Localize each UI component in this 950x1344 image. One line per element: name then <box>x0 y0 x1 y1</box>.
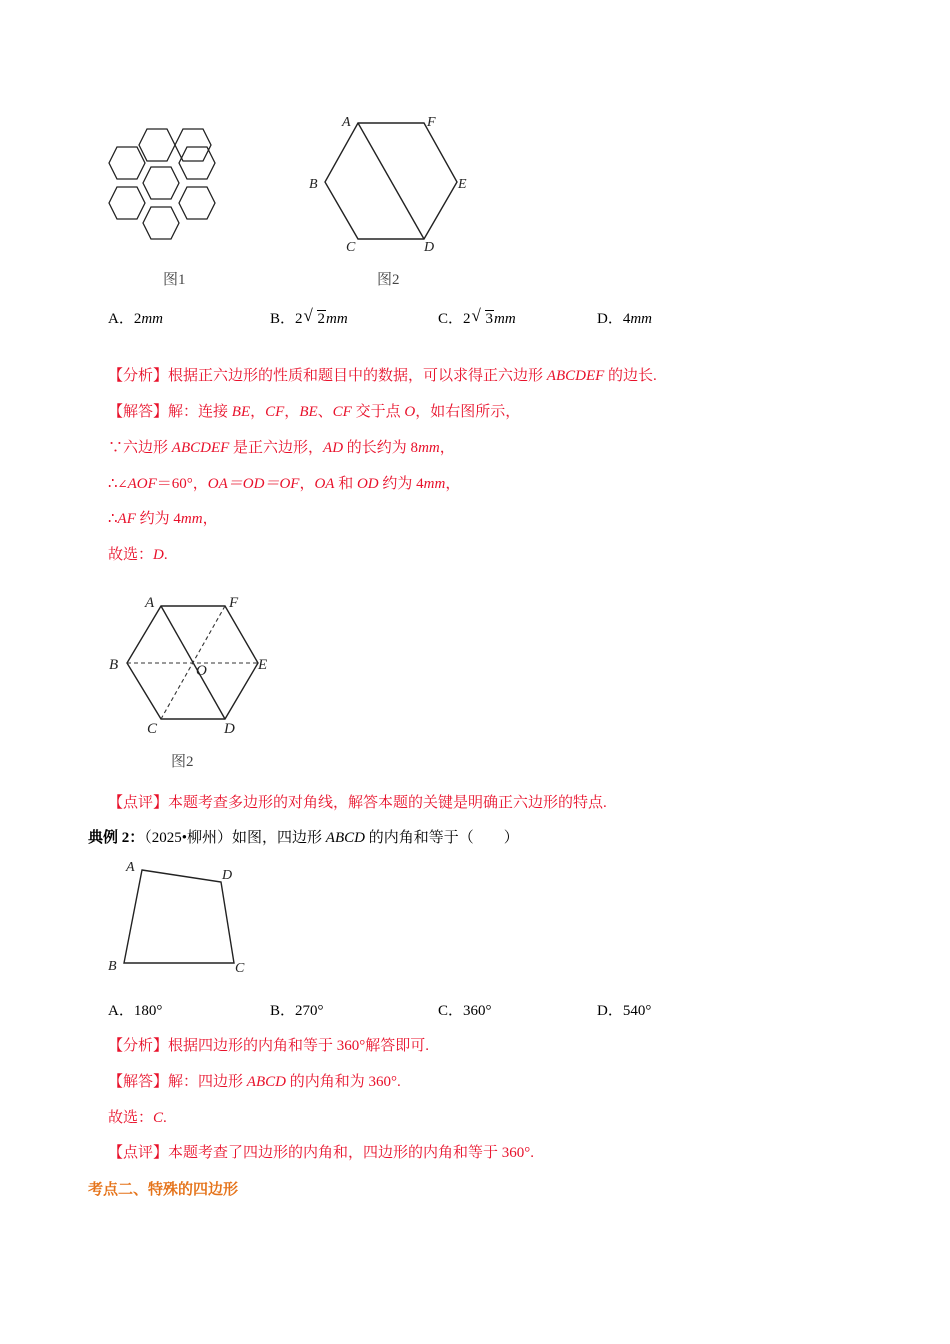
figure-1-caption: 图1 <box>163 272 186 288</box>
q1-option-b: B．2 √ 2mm <box>270 306 348 327</box>
fig2-label-b: B <box>309 177 318 192</box>
q1-because: ∵六边形 ABCDEF 是正六边形，AD 的长约为 8mm， <box>108 440 455 456</box>
q1-analysis: 【分析】根据正六边形的性质和题目中的数据，可以求得正六边形 ABCDEF 的边长. <box>108 368 657 384</box>
fig2-label-d: D <box>424 240 435 255</box>
fig4-label-a: A <box>126 860 135 875</box>
fig2-label-a: A <box>342 115 351 130</box>
q2-choice: 故选：C. <box>108 1110 167 1126</box>
fig3-label-d: D <box>224 721 235 737</box>
q1-option-d: D．4mm <box>597 311 653 327</box>
figure-3-caption: 图2 <box>171 754 194 770</box>
example-2-question: 典例 2：（2025•柳州）如图，四边形 ABCD 的内角和等于（ ） <box>88 830 519 846</box>
section-heading: 考点二、特殊的四边形 <box>88 1182 239 1198</box>
fig3-label-a: A <box>145 595 155 611</box>
fig4-label-c: C <box>235 961 245 976</box>
q1-therefore-2: ∴AF 约为 4mm， <box>108 511 218 527</box>
q2-option-c: C．360° <box>438 1003 492 1019</box>
fig3-label-f: F <box>229 595 239 611</box>
q2-analysis: 【分析】根据四边形的内角和等于 360°解答即可. <box>108 1038 430 1054</box>
q2-answer: 【解答】解：四边形 ABCD 的内角和为 360°. <box>108 1074 401 1090</box>
figure-2-hexagon <box>300 108 480 258</box>
figure-2-caption: 图2 <box>377 272 400 288</box>
q1-option-a: A．2mm <box>108 311 164 327</box>
q2-review: 【点评】本题考查了四边形的内角和，四边形的内角和等于 360°. <box>108 1145 535 1161</box>
q2-option-a: A．180° <box>108 1003 163 1019</box>
fig3-label-o: O <box>196 663 207 679</box>
fig2-label-e: E <box>458 177 467 192</box>
fig3-label-c: C <box>147 721 158 737</box>
q1-answer: 【解答】解：连接 BE，CF，BE、CF 交于点 O，如右图所示， <box>108 404 521 420</box>
figure-1-honeycomb <box>105 125 223 245</box>
fig3-label-b: B <box>109 657 119 673</box>
q2-option-b: B．270° <box>270 1003 324 1019</box>
figure-3-hexagon-diagonals <box>104 590 284 740</box>
fig3-label-e: E <box>258 657 268 673</box>
q2-option-d: D．540° <box>597 1003 652 1019</box>
q1-review: 【点评】本题考查多边形的对角线，解答本题的关键是明确正六边形的特点. <box>108 795 607 811</box>
fig4-label-b: B <box>108 959 117 974</box>
fig2-label-f: F <box>427 115 436 130</box>
figure-4-quadrilateral <box>104 856 254 978</box>
q1-choice: 故选：D. <box>108 547 168 563</box>
q1-option-c: C．2 √ 3mm <box>438 306 516 327</box>
q1-therefore-1: ∴∠AOF＝60°，OA＝OD＝OF，OA 和 OD 约为 4mm， <box>108 476 461 492</box>
fig2-label-c: C <box>346 240 356 255</box>
fig4-label-d: D <box>222 868 233 883</box>
